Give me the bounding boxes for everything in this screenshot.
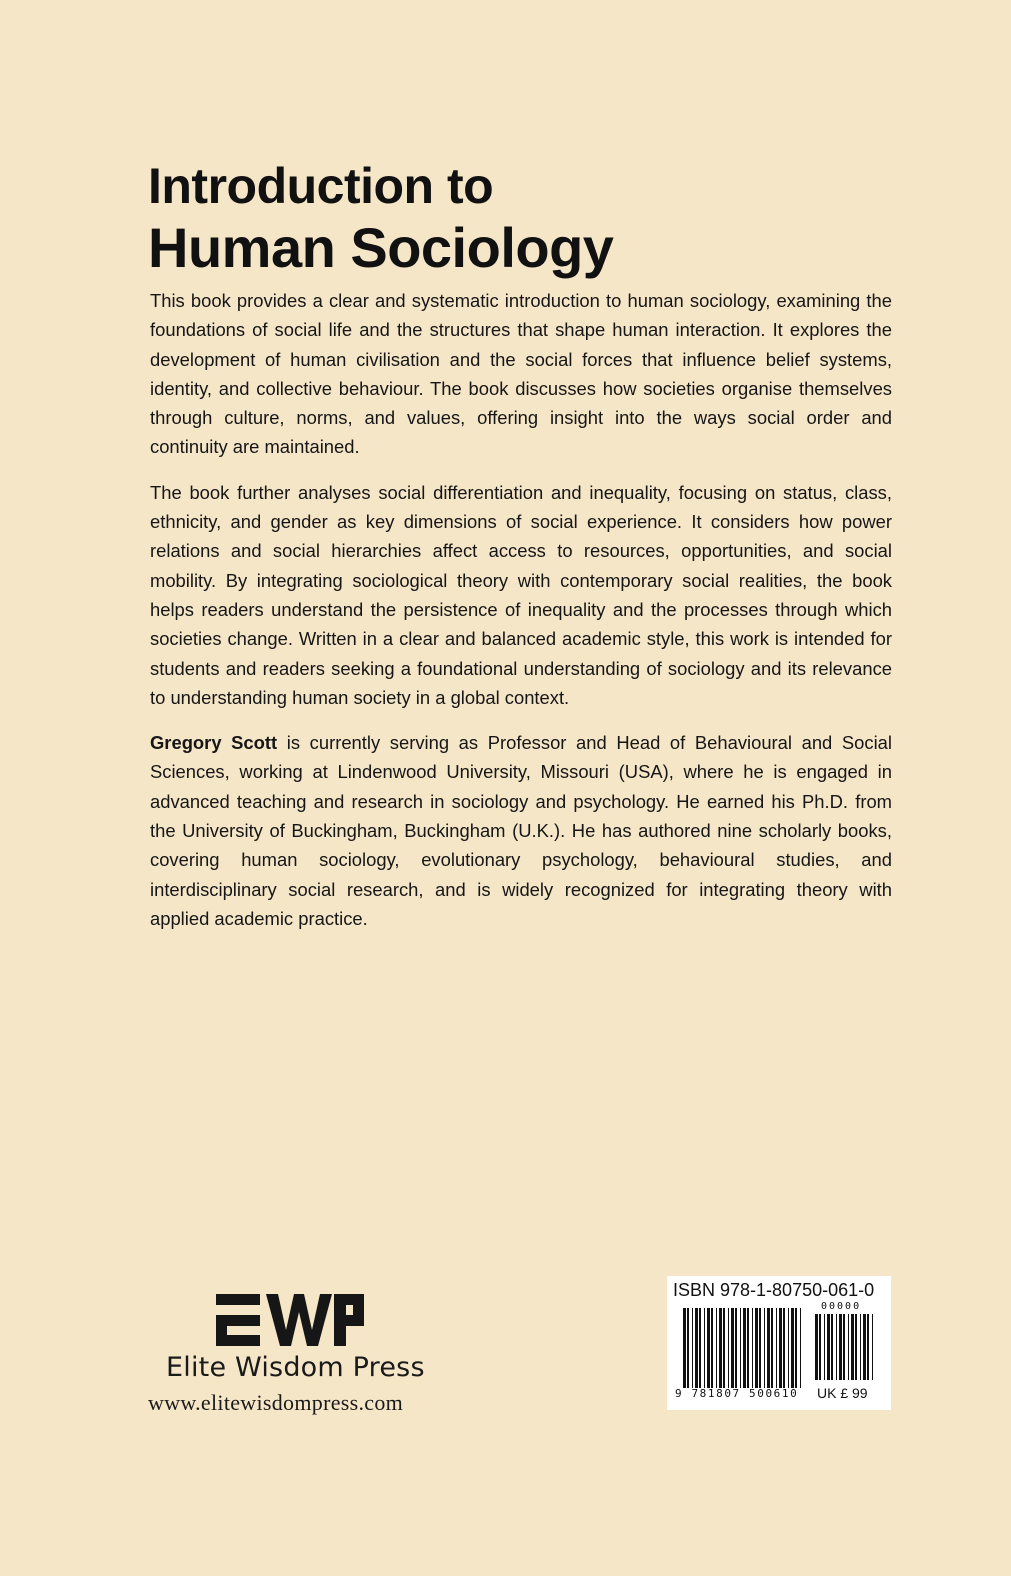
author-bio-text: is currently serving as Professor and Head of Behavioural and Social Sciences, working at Lindenwood University, Missouri (USA), where he is engaged in advanced teaching and research in sociology and psychology. He earned his Ph.D. from the University of Buckingham, Buckingham (U.K.). He has authored nine scholarly books, covering human sociology, evolutionary psychology, behavioural studies, and interdisciplinary social research, and is widely recognized for integrating theory with applied academic practice.	[150, 732, 892, 929]
author-name: Gregory Scott	[150, 732, 278, 754]
author-bio	[150, 728, 892, 933]
publisher-name: Elite Wisdom Press	[166, 1352, 425, 1383]
blurb	[150, 286, 892, 949]
book-title	[148, 156, 848, 280]
blurb-paragraph-1: This book provides a clear and systematic introduction to human sociology, examining the foundations of social life and the structures that shape human interaction. It explores the development of human civilisation and the social forces that influence belief systems, identity, and collective behaviour. The book discusses how societies organise themselves through culture, norms, and values, offering insight into the ways social order and continuity are maintained.	[150, 290, 892, 458]
publisher-url: www.elitewisdompress.com	[148, 1390, 404, 1415]
blurb-paragraph-2: The book further analyses social differentiation and inequality, focusing on status, class, ethnicity, and gender as key dimensions of social experience. It considers how power relations and social hierarchies affect access to resources, opportunities, and social mobility. By integrating sociological theory with contemporary social realities, the book helps readers understand the persistence of inequality and the processes through which societies change. Written in a clear and balanced academic style, this work is intended for students and readers seeking a foundational understanding of sociology and its relevance to understanding human society in a global context.	[150, 481, 892, 708]
book-title-line1: Introduction to	[148, 158, 494, 214]
isbn-label: ISBN 978-1-80750-061-0	[673, 1280, 875, 1300]
isbn-barcode	[667, 1276, 891, 1410]
publisher-logo-icon	[216, 1292, 364, 1348]
price-label: UK £ 99	[817, 1385, 868, 1401]
barcode-digits: 9 781807 500610	[675, 1387, 799, 1400]
book-title-line2: Human Sociology	[148, 216, 614, 279]
addon-digits: 00000	[821, 1301, 862, 1312]
